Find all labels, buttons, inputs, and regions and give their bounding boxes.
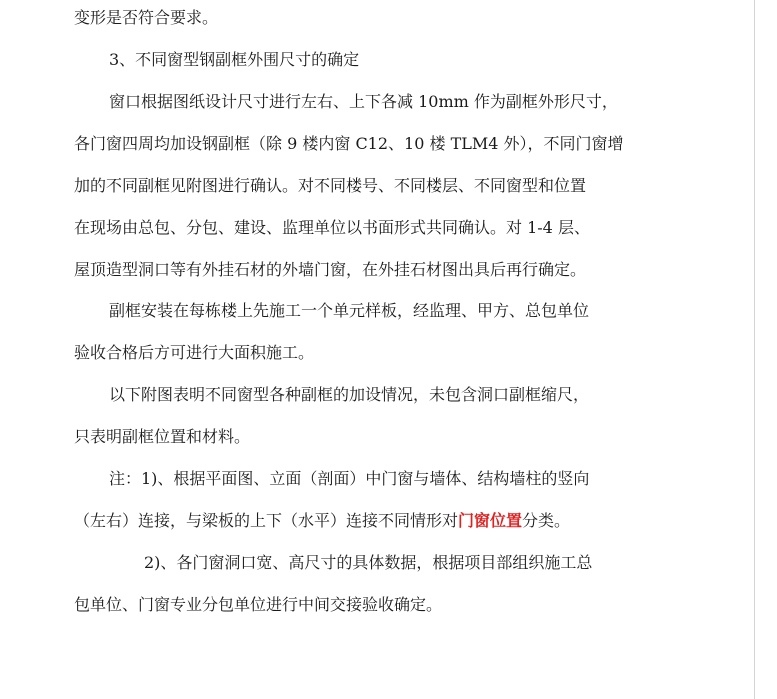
text-line-10: 以下附图表明不同窗型各种副框的加设情况，未包含洞口副框缩尺， — [109, 385, 590, 404]
text-line-7: 屋顶造型洞口等有外挂石材的外墙门窗，在外挂石材图出具后再行确定。 — [74, 260, 587, 279]
highlight-text: 门窗位置 — [458, 511, 523, 530]
note-line-2 — [74, 510, 570, 532]
text-line-11: 只表明副框位置和材料。 — [74, 427, 251, 446]
note-line-2-text: （左右）连接，与梁板的上下（水平）连接不同情形对 — [74, 511, 459, 530]
note-line-1: 注：1)、根据平面图、立面（剖面）中门窗与墙体、结构墙柱的竖向 — [109, 469, 590, 488]
text-line-3: 窗口根据图纸设计尺寸进行左右、上下各减 10mm 作为副框外形尺寸， — [109, 92, 618, 111]
text-line-8: 副框安装在每栋楼上先施工一个单元样板，经监理、甲方、总包单位 — [109, 301, 590, 320]
section-heading: 3、不同窗型钢副框外围尺寸的确定 — [109, 50, 360, 69]
note-line-2-tail: 分类。 — [522, 511, 571, 530]
text-line-6: 在现场由总包、分包、建设、监理单位以书面形式共同确认。对 1-4 层、 — [74, 218, 590, 237]
text-line-5: 加的不同副框见附图进行确认。对不同楼号、不同楼层、不同窗型和位置 — [74, 176, 587, 195]
note-line-4: 包单位、门窗专业分包单位进行中间交接验收确定。 — [74, 595, 443, 614]
page-edge-divider — [754, 0, 755, 699]
text-line-1: 变形是否符合要求。 — [74, 8, 219, 27]
note-line-3: 2)、各门窗洞口宽、高尺寸的具体数据，根据项目部组织施工总 — [144, 553, 593, 572]
text-line-9: 验收合格后方可进行大面积施工。 — [74, 343, 315, 362]
text-line-4: 各门窗四周均加设钢副框（除 9 楼内窗 C12、10 楼 TLM4 外），不同门窗增 — [74, 134, 624, 153]
